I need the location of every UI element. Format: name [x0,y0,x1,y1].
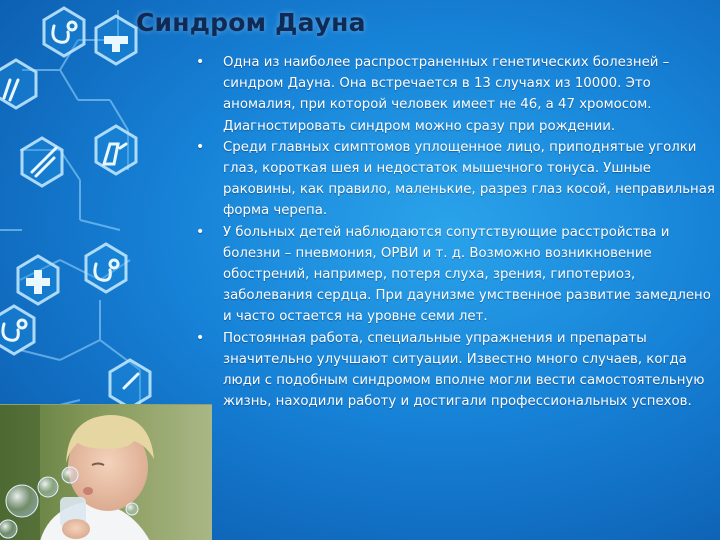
child-blowing-bubbles-photo [0,404,212,540]
slide-title: Синдром Дауна [136,8,366,37]
hexagon-icon [44,8,84,56]
bullet-item: • Постоянная работа, специальные упражнения и препараты значительно улучшают ситуации. Известно много случаев, когда люди с подобным синдромом вполне могли вести самостоятельную жизнь, находили работу и достигали профессиональных успехов. [196,328,716,413]
bullet-item: • Одна из наиболее распространенных генетических болезней – синдром Дауна. Она встречается в 13 случаях из 10000. Это аномалия, при которой человек имеет не 46, а 47 хромосом. Диагностировать синдром можно сразу при рождении. [196,52,716,137]
hexagon-icon [86,244,126,292]
bullet-item: • Среди главных симптомов уплощенное лицо, приподнятые уголки глаз, короткая шея и недостаток мышечного тонуса. Ушные раковины, как правило, маленькие, разрез глаз косой, неправильная форма черепа. [196,137,716,222]
bullet-list [196,52,716,412]
bullet-item: • У больных детей наблюдаются сопутствующие расстройства и болезни – пневмония, ОРВИ и т. д. Возможно возникновение обострений, например, потеря слуха, зрения, гипотериоз, заболевания сердца. При даунизме умственное развитие замедлено и часто остается на уровне семи лет. [196,222,716,328]
